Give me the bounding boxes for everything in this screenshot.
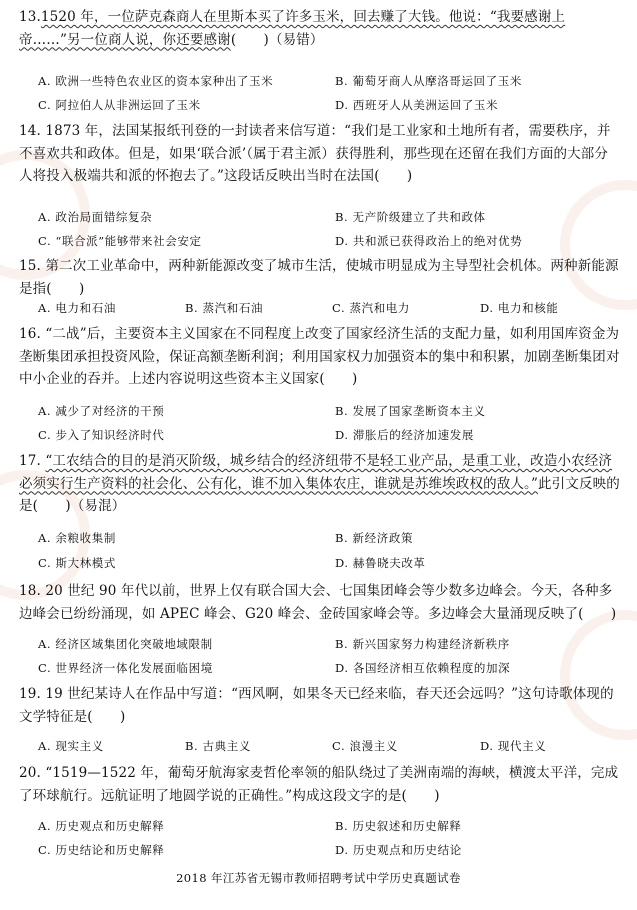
question-14-text: 14. 1873 年，法国某报纸刊登的一封读者来信写道：“我们是工业家和土地所有者，需要秩序，并不喜欢共和政体。但是，如果‘联合派’（属于君主派）获得胜利，那些现在还留在我们方面的大部分人将投入极端共和派的怀抱去了。”这段话反映出当时在法国( ) [19, 123, 611, 184]
question-18-option-b: B. 新兴国家努力构建经济新秩序 [335, 637, 510, 651]
question-17-option-a: A. 余粮收集制 [38, 531, 116, 545]
question-14-option-c: C. “联合派”能够带来社会安定 [38, 234, 202, 248]
question-13-stem [19, 6, 621, 51]
question-14-option-a: A. 政治局面错综复杂 [38, 210, 153, 224]
question-13-option-c: C. 阿拉伯人从非洲运回了玉米 [38, 98, 201, 112]
question-17-option-d: D. 赫鲁晓夫改革 [335, 556, 426, 570]
question-14-stem [19, 120, 621, 188]
question-16-option-a: A. 减少了对经济的干预 [38, 404, 165, 418]
question-15-option-a: A. 电力和石油 [38, 301, 116, 315]
question-17-text: 此引文反映的是( )（易混） [19, 475, 620, 514]
question-14-option-b: B. 无产阶级建立了共和政体 [335, 210, 486, 224]
question-17-option-c: C. 斯大林模式 [38, 556, 116, 570]
question-13-option-d: D. 西班牙人从美洲运回了玉米 [335, 98, 499, 112]
question-15-option-b: B. 蒸汽和石油 [185, 301, 264, 315]
question-17-option-b: B. 新经济政策 [335, 531, 414, 545]
question-18-text: 18. 20 世纪 90 年代以前，世界上仅有联合国大会、七国集团峰会等少数多边峰会。今天，各种多边峰会已纷纷涌现，如 APEC 峰会、G20 峰会、金砖国家峰会等。多边峰会大量涌现反映了( ) [19, 583, 617, 622]
question-18-option-a: A. 经济区域集团化突破地域限制 [38, 637, 213, 651]
question-20-option-d: D. 历史观点和历史结论 [335, 843, 462, 857]
question-20-option-b: B. 历史叙述和历史解释 [335, 819, 462, 833]
question-17-text: 17. [19, 453, 46, 469]
question-19-option-c: C. 浪漫主义 [332, 739, 398, 753]
question-20-stem [19, 762, 621, 807]
question-16-stem [19, 323, 621, 391]
question-16-text: ( ) [319, 371, 358, 387]
question-20-text: 20. “1519—1522 年，葡萄牙航海家麦哲伦率领的船队绕过了美洲南端的海峡，横渡太平洋，完成了环球航行。远航证明了地圆学说的正确性。”构成这段文字的是( ) [19, 765, 619, 804]
question-19-option-b: B. 古典主义 [185, 739, 251, 753]
question-16-option-c: C. 步入了知识经济时代 [38, 428, 165, 442]
question-16-text: 16. “二战”后，主要资本主义国家在不同程度上改变了国家经济生活的支配力量，如利用国库资金为垄断集团承担投资风险，保证高额垄断利润；利用国家权力加强资本的集中和积累，加剧垄断集团对中小企业的吞并。上述内容说明这些资本主义国家 [19, 326, 620, 387]
question-18-option-c: C. 世界经济一体化发展面临困境 [38, 661, 213, 675]
question-20-option-c: C. 历史结论和历史解释 [38, 843, 165, 857]
question-15-option-c: C. 蒸汽和电力 [332, 301, 410, 315]
question-19-stem [19, 683, 621, 728]
question-19-option-d: D. 现代主义 [480, 739, 547, 753]
question-13-option-a: A. 欧洲一些特色农业区的资本家种出了玉米 [38, 74, 274, 88]
page-footer: 2018 年江苏省无锡市教师招聘考试中学历史真题试卷 [176, 871, 461, 885]
question-13-text: 1520 年，一位萨克森商人在里斯本买了许多玉米，回去赚了大钱。他说：“我要感谢上帝……”另一位商人说，你还要感谢 [19, 9, 566, 48]
question-19-text: 19. 19 世纪某诗人在作品中写道：“西风啊，如果冬天已经来临，春天还会远吗？”这句诗歌体现的文学特征是( ) [19, 686, 614, 725]
question-17-text: “工农结合的目的是消灭阶级，城乡结合的经济纽带不是轻工业产品，是重工业，改造小农经济必须实行生产资料的社会化、公有化，谁不加入集体农庄，谁就是苏维埃政权的敌人。” [19, 453, 613, 492]
question-13-text: ( )（易错） [230, 31, 324, 48]
question-17-stem [19, 450, 621, 518]
question-20-option-a: A. 历史观点和历史解释 [38, 819, 165, 833]
question-18-option-d: D. 各国经济相互依赖程度的加深 [335, 661, 511, 675]
question-13-option-b: B. 葡萄牙商人从摩洛哥运回了玉米 [335, 74, 522, 88]
question-14-option-d: D. 共和派已获得政治上的绝对优势 [335, 234, 523, 248]
question-16-option-b: B. 发展了国家垄断资本主义 [335, 404, 486, 418]
question-16-option-d: D. 滞胀后的经济加速发展 [335, 428, 474, 442]
question-15-text: 15. 第二次工业革命中，两种新能源改变了城市生活，使城市明显成为主导型社会机体。两种新能源是指( ) [19, 258, 619, 297]
question-19-option-a: A. 现实主义 [38, 739, 104, 753]
question-18-stem [19, 580, 621, 625]
question-13-text: 13. [19, 9, 41, 25]
question-15-option-d: D. 电力和核能 [480, 301, 559, 315]
question-15-stem [19, 255, 621, 300]
